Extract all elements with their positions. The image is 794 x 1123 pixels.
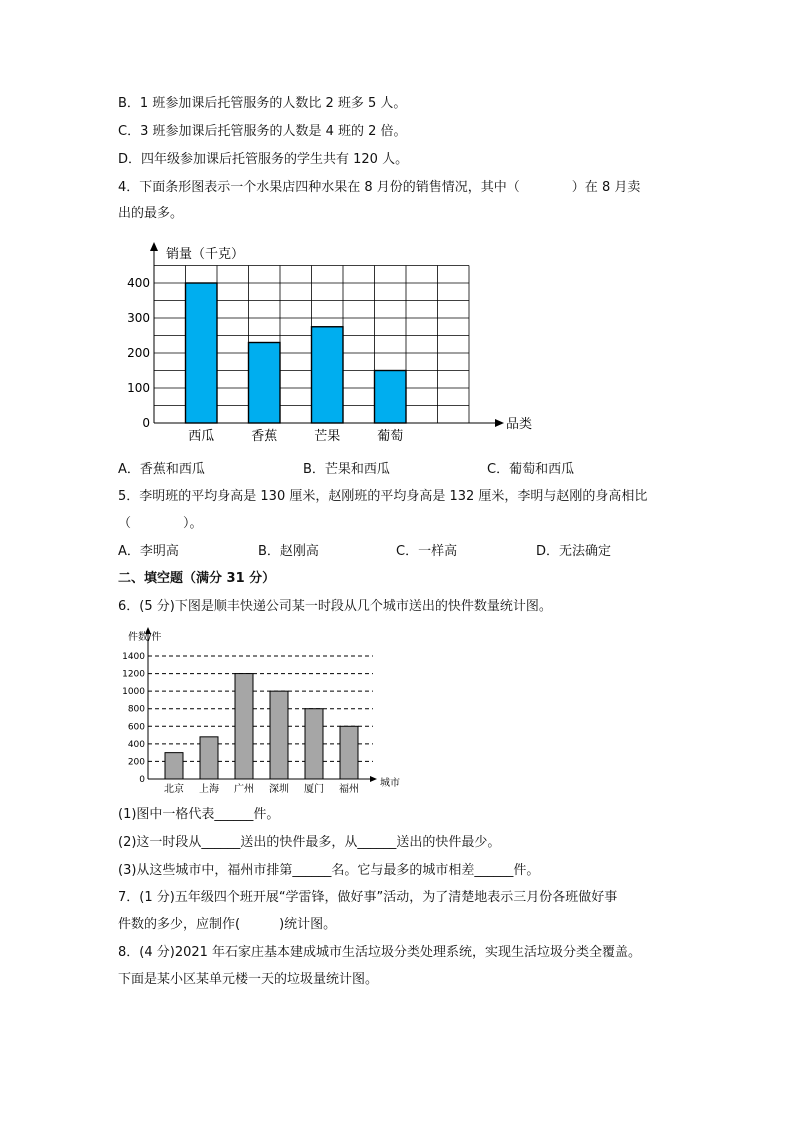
city-x-tick-label: 北京	[164, 784, 184, 795]
city-bar	[235, 674, 253, 779]
fruit-x-tick-label: 芒果	[314, 429, 341, 444]
city-y-tick-label: 1000	[122, 687, 145, 698]
q5-option-b[interactable]: B．赵刚高	[258, 544, 319, 559]
option-d-previous: D．四年级参加课后托管服务的学生共有 120 人。	[118, 152, 409, 167]
city-x-tick-label: 福州	[339, 784, 359, 795]
question-4-line2: 出的最多。	[118, 206, 184, 221]
city-x-ticks	[164, 782, 359, 795]
city-y-ticks	[122, 652, 145, 785]
courier-city-chart	[118, 624, 418, 799]
question-8-line2: 下面是某小区某单元楼一天的垃圾量统计图。	[118, 972, 379, 987]
city-bar	[305, 709, 323, 779]
q5-option-a[interactable]: A．李明高	[118, 544, 179, 559]
fruit-y-tick-label: 400	[127, 276, 150, 290]
question-8-line1: 8．(4 分)2021 年石家庄基本建成城市生活垃圾分类处理系统，实现生活垃圾分类全覆盖。	[118, 945, 642, 960]
question-5-line1: 5．李明班的平均身高是 130 厘米，赵刚班的平均身高是 132 厘米，李明与赵刚的身高相比	[118, 489, 648, 504]
city-x-arrow	[370, 776, 377, 782]
q4-option-b[interactable]: B．芒果和西瓜	[303, 462, 390, 477]
q4-option-a[interactable]: A．香蕉和西瓜	[118, 462, 205, 477]
fruit-bar	[186, 283, 218, 423]
fruit-x-label: 品类	[506, 417, 533, 432]
city-x-tick-label: 上海	[199, 784, 219, 795]
city-y-tick-label: 1200	[122, 669, 145, 680]
fruit-y-tick-label: 0	[142, 416, 150, 430]
question-7-line1: 7．(1 分)五年级四个班开展“学雷锋，做好事”活动，为了清楚地表示三月份各班做好事	[118, 890, 618, 905]
fruit-x-arrow	[495, 419, 504, 427]
city-x-tick-label: 深圳	[269, 784, 289, 795]
section-2-heading: 二、填空题（满分 31 分）	[118, 571, 276, 586]
q4-option-c[interactable]: C．葡萄和西瓜	[487, 462, 575, 477]
question-6: 6．(5 分)下图是顺丰快递公司某一时段从几个城市送出的快件数量统计图。	[118, 599, 552, 614]
fruit-x-tick-label: 西瓜	[188, 429, 215, 444]
city-y-tick-label: 400	[127, 739, 145, 750]
question-6-part2: (2)这一时段从______送出的快件最多，从______送出的快件最少。	[118, 835, 501, 850]
fruit-y-tick-label: 300	[127, 311, 150, 325]
question-7-line2: 件数的多少，应制作( )统计图。	[118, 917, 337, 932]
fruit-y-tick-label: 200	[127, 346, 150, 360]
q5-option-c[interactable]: C．一样高	[396, 544, 458, 559]
option-b-previous: B．1 班参加课后托管服务的人数比 2 班多 5 人。	[118, 96, 407, 111]
fruit-bar	[249, 343, 281, 424]
fruit-y-arrow	[150, 242, 158, 251]
fruit-bar	[375, 371, 407, 424]
fruit-sales-chart	[120, 236, 550, 451]
city-bar	[200, 737, 218, 779]
city-bar	[340, 726, 358, 779]
city-x-label: 城市	[380, 778, 400, 789]
city-y-label: 件数/件	[128, 632, 162, 643]
city-x-tick-label: 广州	[234, 784, 254, 795]
fruit-x-tick-label: 葡萄	[377, 429, 404, 444]
city-y-tick-label: 800	[127, 704, 145, 715]
fruit-y-label: 销量（千克）	[166, 247, 245, 262]
question-6-part1: (1)图中一格代表______件。	[118, 807, 280, 822]
q5-option-d[interactable]: D．无法确定	[536, 544, 612, 559]
fruit-x-ticks	[188, 428, 403, 444]
fruit-x-tick-label: 香蕉	[251, 429, 278, 444]
city-bar	[270, 691, 288, 779]
fruit-y-tick-label: 100	[127, 381, 150, 395]
city-y-tick-label: 0	[139, 775, 145, 785]
option-c-previous: C．3 班参加课后托管服务的人数是 4 班的 2 倍。	[118, 124, 407, 139]
question-4-line1: 4．下面条形图表示一个水果店四种水果在 8 月份的销售情况，其中（ ）在 8 月卖	[118, 180, 641, 195]
question-6-part3: (3)从这些城市中，福州市排第______名。它与最多的城市相差______件。	[118, 863, 540, 878]
fruit-y-ticks	[127, 276, 150, 430]
city-chart-grid	[148, 656, 373, 761]
city-y-tick-label: 200	[127, 757, 145, 768]
question-5-line2: （ ）。	[118, 516, 203, 531]
fruit-bar	[312, 327, 344, 423]
city-y-tick-label: 600	[127, 722, 145, 733]
city-bar	[165, 753, 183, 779]
city-x-tick-label: 厦门	[304, 784, 324, 795]
city-y-tick-label: 1400	[122, 652, 145, 662]
